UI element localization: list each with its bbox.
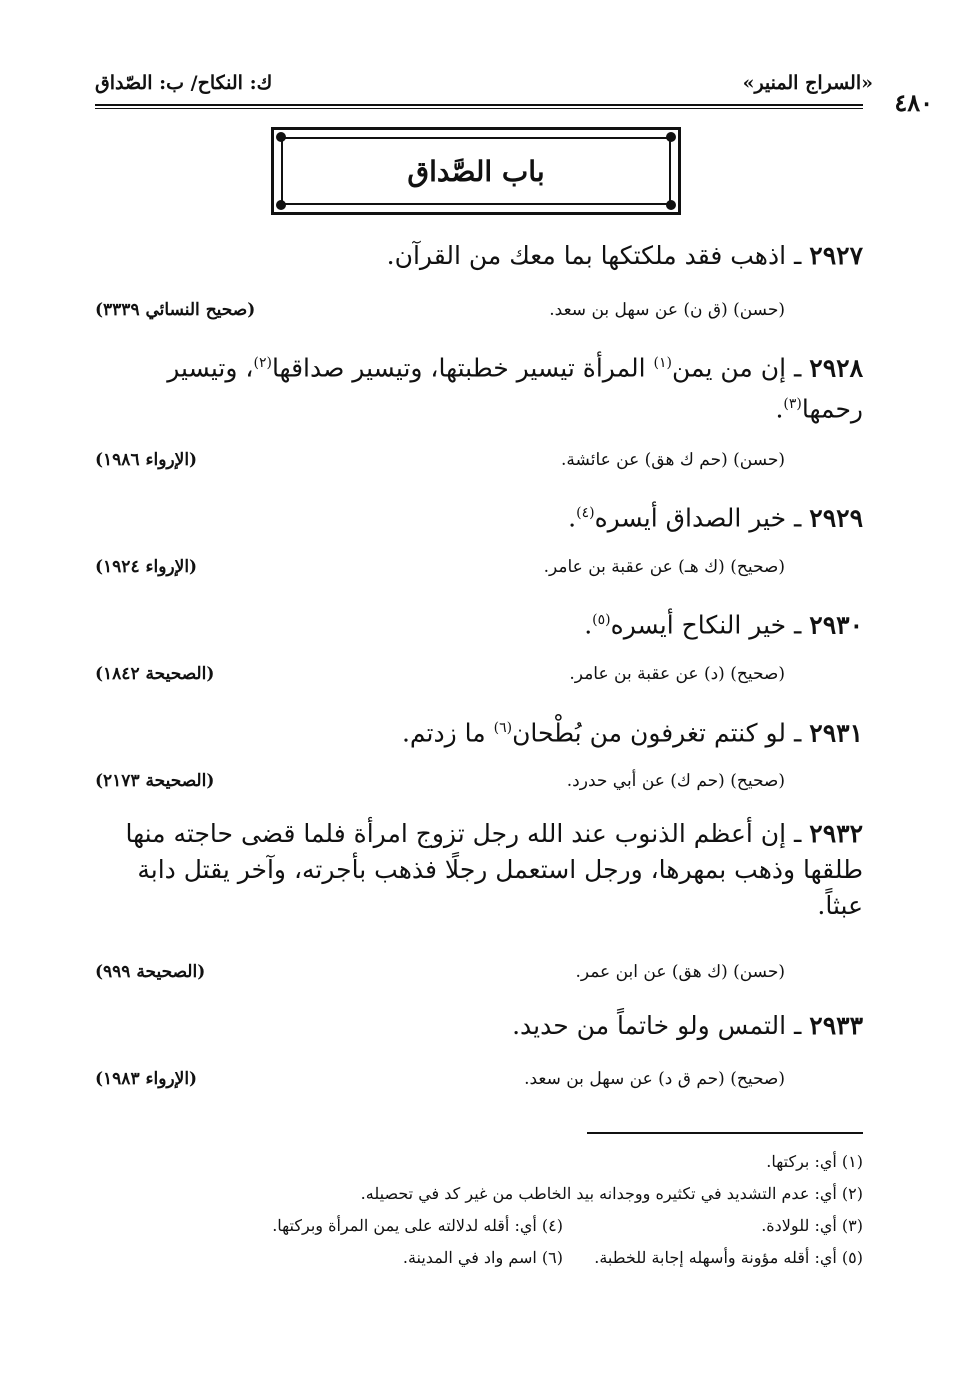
hadith-source: (صحيح) (حم ق د) عن سهل بن سعد. (524, 1069, 785, 1089)
footnote-marker[interactable]: (٥) (592, 612, 611, 628)
hadith-source-line (95, 300, 863, 326)
hadith-text: إن من يمن (672, 353, 787, 383)
hadith-reference: (الإرواء ١٩٨٣) (95, 1069, 198, 1089)
running-header (95, 72, 873, 100)
footnote-text: أي: عدم التشديد في تكثيره ووجدانه بيد الخاطب من غير كد في تحصيله. (360, 1184, 837, 1203)
hadith-source: (صحيح) (ك هـ) عن عقبة بن عامر. (543, 557, 785, 577)
footnote-line (95, 1182, 863, 1208)
hadith-source-line (95, 557, 863, 583)
footnote-marker[interactable]: (٤) (576, 505, 595, 521)
hadith-text: . (568, 503, 577, 533)
hadith-text: اذهب فقد ملكتكها بما معك من القرآن. (386, 241, 787, 270)
hadith-number: ٢٩٢٩ (809, 503, 863, 533)
hadith-source-line (95, 771, 863, 797)
hadith-2931: ٢٩٣١ ـ لو كنتم تغرفون من بُطْحان$^{(٦)}$ ما زدتم. (401, 718, 863, 748)
chapter-title-frame (271, 127, 681, 215)
hadith-number: ٢٩٣٣ (809, 1011, 863, 1040)
hadith-source-line (95, 1069, 863, 1095)
footnote-label: (١) (841, 1152, 863, 1171)
footnote-line (95, 1150, 863, 1176)
hadith-text: المرأة تيسير خطبتها، وتيسير صداقها (271, 353, 654, 383)
footnote (761, 1214, 863, 1238)
footnote (403, 1246, 563, 1270)
hadith-2933: ٢٩٣٣ ـ التمس ولو خاتماً من حديد. (512, 1011, 863, 1040)
hadith-number: ٢٩٣٢ (809, 819, 863, 848)
footnote-label: (٦) (541, 1248, 563, 1267)
footnote-text: أي: أقله لدلالته على يمن المرأة وبركتها. (272, 1216, 537, 1235)
footnote (361, 1182, 863, 1206)
hadith-2929: ٢٩٢٩ ـ خير الصداق أيسره$^{(٤)}$. (568, 503, 863, 533)
hadith-text: . (775, 394, 784, 424)
chapter-title: باب الصَّداق (407, 154, 545, 188)
footnote-text: اسم واد في المدينة. (402, 1248, 537, 1267)
footnote-rule (587, 1132, 863, 1134)
hadith-text: التمس ولو خاتماً من حديد. (512, 1011, 787, 1040)
hadith-reference: (الإرواء ١٩٢٤) (95, 557, 198, 577)
hadith-source: (صحيح) (د) عن عقبة بن عامر. (569, 664, 785, 684)
hadith-source-line (95, 450, 863, 476)
hadith-reference: (صحيح النسائي ٣٣٣٩) (95, 300, 256, 320)
footnote-marker[interactable]: (١) (653, 355, 672, 371)
hadith-source-line (95, 962, 863, 988)
hadith-2927: ٢٩٢٧ ـ اذهب فقد ملكتكها بما معك من القرآن. (386, 241, 863, 270)
hadith-2932: ٢٩٣٢ ـ إن أعظم الذنوب عند الله رجل تزوج امرأة فلما قضى حاجته منها طلقها وذهب بمهرها، ورجل استعمل رجلًا فذهب بأجرته، وآخر يقتل دابة عبثاً. (125, 819, 863, 920)
hadith-text: . (584, 610, 593, 640)
hadith-number: ٢٩٢٨ (809, 353, 863, 383)
hadith-source: (حسن) (ك هق) عن ابن عمر. (575, 962, 785, 982)
footnote-text: أي: بركتها. (766, 1152, 837, 1171)
hadith-source-line (95, 664, 863, 690)
footnote-text: أي: أقله مؤونة وأسهله إجابة للخطبة. (594, 1248, 837, 1267)
hadith-text: لو كنتم تغرفون من بُطْحان (512, 718, 787, 748)
hadith-source: (حسن) (حم ك هق) عن عائشة. (561, 450, 785, 470)
hadith-source: (صحيح) (حم ك) عن أبي حدرد. (566, 771, 785, 791)
section-title: ك: النكاح/ ب: الصّداق (95, 72, 273, 94)
hadith-2928: ٢٩٢٨ ـ إن من يمن$^{(١)}$ المرأة تيسير خطبتها، وتيسير صداقها$^{(٢)}$، وتيسير رحمها$^{(٣)}$. (167, 353, 863, 424)
footnote (766, 1150, 863, 1174)
footnote-marker[interactable]: (٦) (493, 720, 513, 736)
hadith-text: خير الصداق أيسره (594, 503, 787, 533)
hadith-source: (حسن) (ق ن) عن سهل بن سعد. (549, 300, 785, 320)
footnote-line (95, 1214, 863, 1240)
page-number: ٤٨٠ (894, 88, 933, 117)
footnote-label: (٢) (841, 1184, 863, 1203)
footnote-marker[interactable]: (٣) (783, 396, 802, 413)
footnote-label: (٣) (841, 1216, 863, 1235)
hadith-text: إن أعظم الذنوب عند الله رجل تزوج امرأة فلما قضى حاجته منها طلقها وذهب بمهرها، ورجل استعمل رجلًا فذهب بأجرته، وآخر يقتل دابة عبثاً. (125, 819, 863, 920)
footnote (272, 1214, 563, 1238)
footnote-line (95, 1246, 863, 1272)
hadith-number: ٢٩٣١ (809, 718, 863, 748)
hadith-number: ٢٩٢٧ (809, 241, 863, 270)
hadith-text: ، وتيسير رحمها (167, 353, 863, 424)
hadith-reference: (الصحيحة ٢١٧٣) (95, 771, 215, 791)
hadith-text: ما زدتم. (401, 718, 494, 748)
footnote-label: (٤) (541, 1216, 563, 1235)
hadith-text: خير النكاح أيسره (610, 610, 787, 640)
header-rule-thin (95, 108, 863, 109)
hadith-reference: (الصحيحة ١٨٤٢) (95, 664, 215, 684)
hadith-2930: ٢٩٣٠ ـ خير النكاح أيسره$^{(٥)}$. (584, 610, 863, 640)
hadith-reference: (الصحيحة ٩٩٩) (95, 962, 206, 982)
footnote-marker[interactable]: (٢) (253, 355, 272, 371)
footnote-text: أي: للولادة. (761, 1216, 837, 1235)
hadith-number: ٢٩٣٠ (809, 610, 863, 640)
hadith-reference: (الإرواء ١٩٨٦) (95, 450, 198, 470)
footnote-label: (٥) (841, 1248, 863, 1267)
footnote (594, 1246, 863, 1270)
book-title: «السراج المنير» (742, 72, 873, 94)
header-rule (95, 104, 863, 106)
